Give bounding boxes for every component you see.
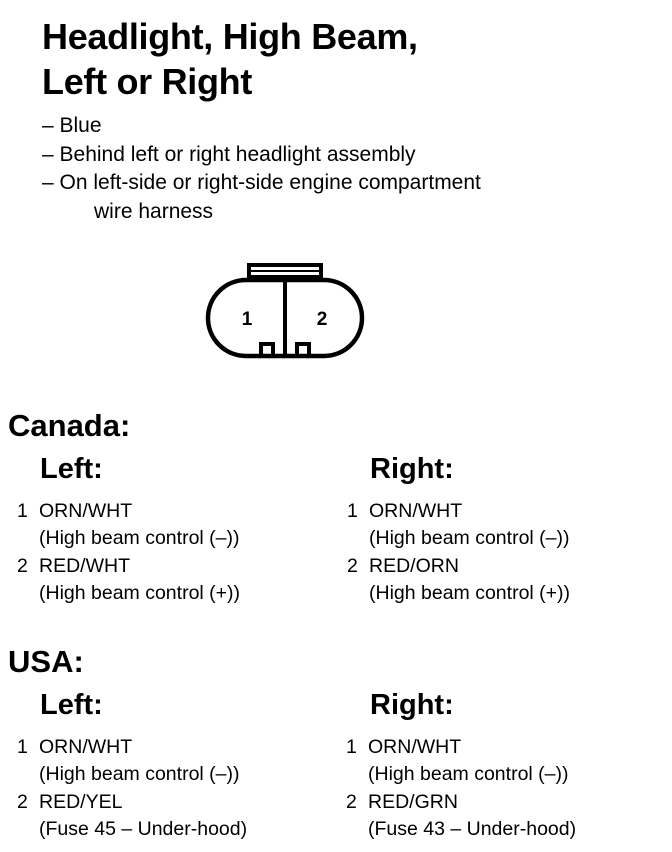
title-line-1: Headlight, High Beam,	[42, 16, 418, 57]
circuit-description: (High beam control (–))	[39, 527, 240, 549]
canada-left-heading: Left:	[40, 453, 103, 485]
usa-left-pinout	[15, 734, 247, 844]
detail-harness-continued: wire harness	[94, 199, 214, 223]
pin-entry	[345, 498, 570, 552]
connector-diagram	[200, 258, 370, 370]
pin-number: 2	[17, 791, 28, 813]
pin-entry	[15, 789, 247, 843]
title-line-2: Left or Right	[42, 61, 253, 102]
canada-right-heading: Right:	[370, 453, 454, 485]
pin-number: 1	[346, 736, 357, 758]
circuit-description: (High beam control (+))	[39, 582, 241, 604]
circuit-description: (High beam control (–))	[368, 763, 569, 785]
pin-entry	[344, 789, 576, 843]
pin-number: 1	[17, 500, 28, 522]
pin-1-label: 1	[241, 309, 253, 330]
wire-color: RED/WHT	[39, 555, 130, 577]
wire-color: ORN/WHT	[39, 500, 133, 522]
pin-entry	[15, 553, 240, 607]
circuit-description: (High beam control (+))	[369, 582, 571, 604]
region-heading-usa: USA:	[8, 644, 84, 679]
pin-entry	[345, 553, 570, 607]
connector-details	[42, 112, 481, 226]
detail-color: – Blue	[42, 114, 102, 137]
wire-color: RED/ORN	[369, 555, 459, 577]
region-heading-canada: Canada:	[8, 408, 131, 443]
pin-entry	[15, 734, 247, 788]
wire-color: RED/YEL	[39, 791, 123, 813]
page-title	[42, 14, 418, 104]
wire-color: ORN/WHT	[369, 500, 463, 522]
pin-entry	[344, 734, 576, 788]
canada-right-pinout	[345, 498, 570, 608]
pin-2-label: 2	[316, 309, 328, 330]
circuit-description: (High beam control (–))	[369, 527, 570, 549]
wire-color: ORN/WHT	[39, 736, 133, 758]
pin-number: 1	[17, 736, 28, 758]
pin-entry	[15, 498, 240, 552]
pin-number: 2	[17, 555, 28, 577]
usa-left-heading: Left:	[40, 689, 103, 721]
usa-right-pinout	[344, 734, 576, 844]
wire-color: ORN/WHT	[368, 736, 462, 758]
wire-color: RED/GRN	[368, 791, 458, 813]
usa-right-heading: Right:	[370, 689, 454, 721]
detail-harness: – On left-side or right-side engine compartment	[42, 171, 481, 194]
pin-number: 2	[347, 555, 358, 577]
circuit-description: (Fuse 43 – Under-hood)	[368, 818, 577, 840]
circuit-description: (Fuse 45 – Under-hood)	[39, 818, 248, 840]
circuit-description: (High beam control (–))	[39, 763, 240, 785]
pin-number: 2	[346, 791, 357, 813]
detail-location: – Behind left or right headlight assembly	[42, 142, 416, 166]
pin-number: 1	[347, 500, 358, 522]
canada-left-pinout	[15, 498, 240, 608]
